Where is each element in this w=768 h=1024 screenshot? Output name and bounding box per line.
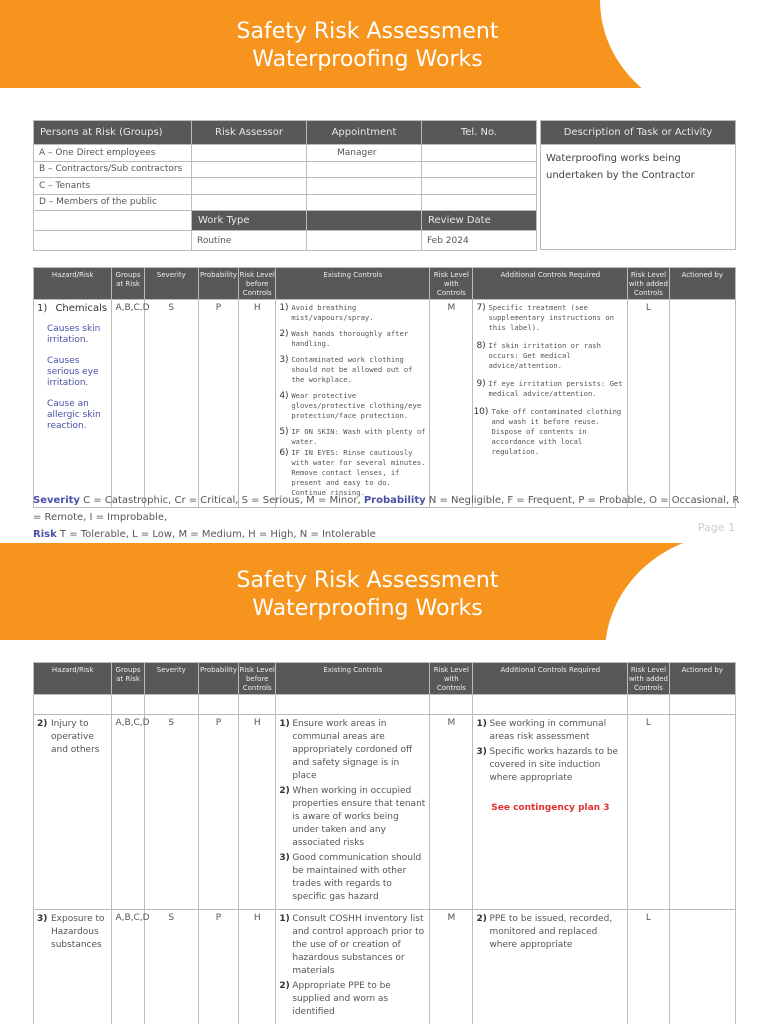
existing-controls-cell — [276, 910, 430, 1024]
risk-before-cell: H — [239, 910, 276, 1024]
control-item: 3) Contaminated work clothing should not be allowed out of the workplace. — [279, 355, 413, 384]
severity-label: Severity — [33, 495, 80, 506]
hazard-cell: 3) Exposure to Hazardous substances — [34, 910, 112, 1024]
severity-cell: S — [144, 910, 198, 1024]
actioned-by-cell — [669, 715, 735, 910]
table-row — [34, 910, 736, 1024]
control-item: 3) Specific works hazards to be covered in site induction where appropriate — [476, 747, 619, 783]
header-severity: Severity — [144, 663, 198, 695]
header-persons-at-risk: Persons at Risk (Groups) — [34, 121, 192, 145]
groups-cell: A,B,C,D — [112, 715, 144, 910]
header-existing-controls: Existing Controls — [276, 268, 430, 300]
table-row — [34, 300, 736, 508]
risk-with-cell: M — [430, 910, 473, 1024]
control-item: 2) Wash hands thoroughly after handling. — [279, 329, 409, 348]
control-item: 10) Take off contaminated clothing and wash it before reuse. Dispose of contents in accordance with local regulation. — [473, 407, 622, 456]
header-banner — [0, 543, 768, 640]
header-risk-with: Risk Level with Controls — [430, 268, 473, 300]
control-item: 7) Specific treatment (see supplementary instructions on this label). — [476, 303, 614, 332]
header-risk-before: Risk Level before Controls — [239, 268, 276, 300]
probability-cell: P — [198, 910, 238, 1024]
header-banner — [0, 0, 768, 88]
severity-cell: S — [144, 300, 198, 508]
hazard-cell — [34, 300, 112, 508]
risk-added-cell: L — [628, 715, 669, 910]
control-item: 2) Appropriate PPE to be supplied and worn as identified — [279, 981, 391, 1017]
header-tel-no: Tel. No. — [422, 121, 537, 145]
header-risk-with: Risk Level with Controls — [430, 663, 473, 695]
groups-cell: A,B,C,D — [112, 300, 144, 508]
additional-controls-cell — [473, 910, 628, 1024]
hazard-effect: Causes skin irritation. — [47, 324, 101, 345]
description-table — [540, 120, 736, 250]
control-item: 8) If skin irritation or rash occurs: Get medical advice/attention. — [476, 341, 601, 370]
work-type-value: Routine — [192, 231, 307, 251]
header-appointment: Appointment — [307, 121, 422, 145]
persons-at-risk-table — [33, 120, 537, 251]
table-row: C – Tenants — [34, 178, 537, 195]
hazard-title: Injury to operative and others — [51, 719, 100, 755]
header-risk-assessor: Risk Assessor — [192, 121, 307, 145]
contingency-plan-note: See contingency plan 3 — [491, 803, 610, 813]
table-row: D – Members of the public — [34, 194, 537, 211]
control-item: 1) Ensure work areas in communal areas are appropriately cordoned off and safety signage is in place — [279, 719, 413, 781]
header-probability: Probability — [198, 663, 238, 695]
header-actioned-by: Actioned by — [669, 268, 735, 300]
control-item: 2) When working in occupied properties ensure that tenant is aware of works being under taken and any associated risks — [279, 786, 426, 848]
legend — [33, 492, 743, 543]
review-date-label: Review Date — [422, 211, 537, 231]
description-text: Waterproofing works being undertaken by the Contractor — [541, 145, 736, 250]
risk-label: Risk — [33, 529, 57, 540]
hazard-title: Chemicals — [55, 303, 108, 314]
review-date-value: Feb 2024 — [422, 231, 537, 251]
control-item: 2) PPE to be issued, recorded, monitored and replaced where appropriate — [476, 914, 613, 950]
risk-before-cell: H — [239, 715, 276, 910]
header-risk-added: Risk Level with added Controls — [628, 663, 669, 695]
page-number: Page 1 — [697, 521, 735, 534]
existing-controls-cell — [276, 300, 430, 508]
control-item: 9) If eye irritation persists: Get medical advice/attention. — [476, 379, 623, 398]
control-item: 5) IF ON SKIN: Wash with plenty of water. — [279, 427, 426, 446]
header-additional-controls: Additional Controls Required — [473, 663, 628, 695]
header-severity: Severity — [144, 268, 198, 300]
control-item: 6) IF IN EYES: Rinse cautiously with water for several minutes. Remove contact lenses, if present and easy to do. Continue rinsing. — [279, 448, 426, 497]
hazard-effect: Cause an allergic skin reaction. — [47, 399, 101, 431]
header-hazard-risk: Hazard/Risk — [34, 268, 112, 300]
risk-added-cell: L — [628, 300, 669, 508]
control-item: 1) Consult COSHH inventory list and control approach prior to the use of or creation of hazardous substances or materials — [279, 914, 425, 976]
hazard-title: Exposure to Hazardous substances — [51, 914, 105, 950]
severity-legend: C = Catastrophic, Cr = Critical, S = Serious, M = Minor, — [83, 495, 361, 506]
risk-with-cell: M — [430, 715, 473, 910]
probability-cell: P — [198, 300, 238, 508]
severity-cell: S — [144, 715, 198, 910]
actioned-by-cell — [669, 300, 735, 508]
hazard-effect: Causes serious eye irritation. — [47, 356, 99, 388]
header-probability: Probability — [198, 268, 238, 300]
risk-legend: T = Tolerable, L = Low, M = Medium, H = High, N = Intolerable — [59, 529, 376, 540]
risk-before-cell: H — [239, 300, 276, 508]
hazard-number: 1) — [37, 303, 48, 314]
actioned-by-cell — [669, 910, 735, 1024]
hazard-table — [33, 662, 736, 1024]
probability-cell: P — [198, 715, 238, 910]
additional-controls-cell — [473, 300, 628, 508]
header-risk-added: Risk Level with added Controls — [628, 268, 669, 300]
header-additional-controls: Additional Controls Required — [473, 268, 628, 300]
control-item: 1) See working in communal areas risk assessment — [476, 719, 607, 742]
table-row — [34, 715, 736, 910]
header-risk-before: Risk Level before Controls — [239, 663, 276, 695]
probability-legend: N = Negligible, F = Frequent, P = Probable, O = Occasional, R = Remote, I = Improbable, — [33, 495, 740, 523]
header-groups-at-risk: Groups at Risk — [112, 268, 144, 300]
table-row: B – Contractors/Sub contractors — [34, 161, 537, 178]
additional-controls-cell — [473, 715, 628, 910]
risk-with-cell: M — [430, 300, 473, 508]
groups-cell: A,B,C,D — [112, 910, 144, 1024]
control-item: 1) Avoid breathing mist/vapours/spray. — [279, 303, 374, 322]
header-hazard-risk: Hazard/Risk — [34, 663, 112, 695]
hazard-table — [33, 267, 736, 508]
description-header: Description of Task or Activity — [541, 121, 736, 145]
hazard-cell: 2) Injury to operative and others — [34, 715, 112, 910]
risk-added-cell: L — [628, 910, 669, 1024]
page-title: Safety Risk Assessment Waterproofing Works — [236, 19, 499, 72]
probability-label: Probability — [363, 495, 426, 506]
control-item: 4) Wear protective gloves/protective clothing/eye protection/face protection. — [279, 391, 422, 420]
header-actioned-by: Actioned by — [669, 663, 735, 695]
table-row: A – One Direct employees Manager — [34, 145, 537, 162]
page-title: Safety Risk Assessment Waterproofing Works — [236, 568, 499, 621]
existing-controls-cell — [276, 715, 430, 910]
control-item: 3) Good communication should be maintained with other trades with regards to specific gas hazard — [279, 853, 422, 902]
header-groups-at-risk: Groups at Risk — [112, 663, 144, 695]
work-type-label: Work Type — [192, 211, 307, 231]
header-existing-controls: Existing Controls — [276, 663, 430, 695]
